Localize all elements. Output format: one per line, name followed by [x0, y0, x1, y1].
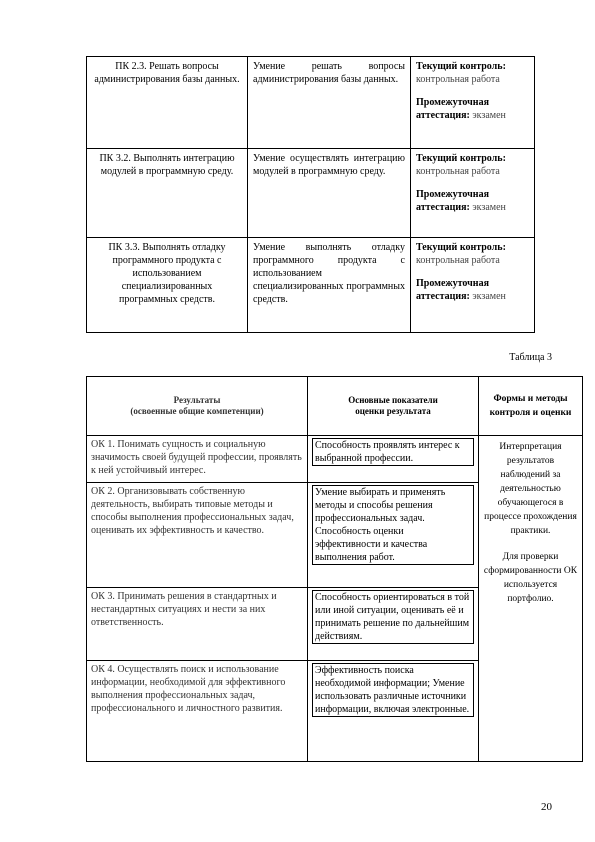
interim-control-value: экзамен: [472, 291, 506, 302]
indicator-cell: [308, 436, 479, 483]
header-indicators-line1: Основные показатели: [348, 395, 438, 405]
page-number: 20: [541, 801, 552, 813]
table-row: [87, 238, 535, 333]
interim-control-label: Промежуточная аттестация:: [416, 97, 489, 121]
current-control-value: контрольная работа: [416, 255, 500, 266]
indicator-text: Умение выбирать и применять методы и способы решения профессиональных задач. Способность оценки эффективности и качества выполнения работ.: [312, 485, 474, 565]
table-row: [87, 436, 583, 483]
current-control-value: контрольная работа: [416, 166, 500, 177]
competence-cell: ПК 2.3. Решать вопросы администрирования базы данных.: [87, 57, 248, 149]
header-methods: Формы и методы контроля и оценки: [479, 377, 583, 436]
interim-control-value: экзамен: [472, 110, 506, 121]
header-results: [87, 377, 308, 436]
current-control-label: Текущий контроль:: [416, 242, 506, 253]
header-results-title: Результаты: [173, 395, 221, 405]
indicator-cell: [308, 483, 479, 588]
indicator-text: Способность ориентироваться в той или иной ситуации, оценивать её и принимать решение по дальнейшим действиям.: [312, 590, 474, 644]
result-cell: ОК 3. Принимать решения в стандартных и нестандартных ситуациях и нести за них ответственность.: [87, 588, 308, 661]
indicator-cell: [308, 588, 479, 661]
indicator-text: Способность проявлять интерес к выбранной профессии.: [312, 438, 474, 466]
header-indicators-line2: оценки результата: [355, 406, 431, 416]
table-row: [87, 57, 535, 149]
interim-control-label: Промежуточная аттестация:: [416, 278, 489, 302]
interim-control-label: Промежуточная аттестация:: [416, 189, 489, 213]
skill-cell: Умение решать вопросы администрирования базы данных.: [248, 57, 411, 149]
results-table: [86, 376, 583, 762]
result-cell: ОК 4. Осуществлять поиск и использование информации, необходимой для эффективного выполнения профессиональных задач, профессионального и личностного развития.: [87, 661, 308, 762]
methods-cell: [479, 436, 583, 762]
header-indicators: [308, 377, 479, 436]
control-cell: [411, 238, 535, 333]
result-cell: ОК 2. Организовывать собственную деятельность, выбирать типовые методы и способы выполнения профессиональных задач, оценивать их эффективность и качество.: [87, 483, 308, 588]
skill-cell: Умение осуществлять интеграцию модулей в программную среду.: [248, 149, 411, 238]
control-cell: [411, 149, 535, 238]
methods-text-1: Интерпретация результатов наблюдений за деятельностью обучающегося в процессе прохождения практики.: [484, 442, 577, 536]
header-results-subtitle: (освоенные общие компетенции): [130, 406, 264, 416]
skill-cell: Умение выполнять отладку программного продукта с использованием специализированных программных средств.: [248, 238, 411, 333]
current-control-label: Текущий контроль:: [416, 61, 506, 72]
competence-cell: ПК 3.2. Выполнять интеграцию модулей в программную среду.: [87, 149, 248, 238]
indicator-text: Эффективность поиска необходимой информации; Умение использовать различные источники информации, включая электронные.: [312, 663, 474, 717]
indicator-cell: [308, 661, 479, 762]
table-caption: Таблица 3: [509, 352, 552, 363]
current-control-label: Текущий контроль:: [416, 153, 506, 164]
result-cell: ОК 1. Понимать сущность и социальную значимость своей будущей профессии, проявлять к ней устойчивый интерес.: [87, 436, 308, 483]
table-header-row: [87, 377, 583, 436]
current-control-value: контрольная работа: [416, 74, 500, 85]
interim-control-value: экзамен: [472, 202, 506, 213]
table-row: [87, 149, 535, 238]
competence-cell: ПК 3.3. Выполнять отладку программного продукта с использованием специализированных программных средств.: [87, 238, 248, 333]
methods-text-2: Для проверки сформированности ОК используется портфолио.: [483, 552, 578, 604]
control-cell: [411, 57, 535, 149]
competence-table: [86, 56, 535, 333]
